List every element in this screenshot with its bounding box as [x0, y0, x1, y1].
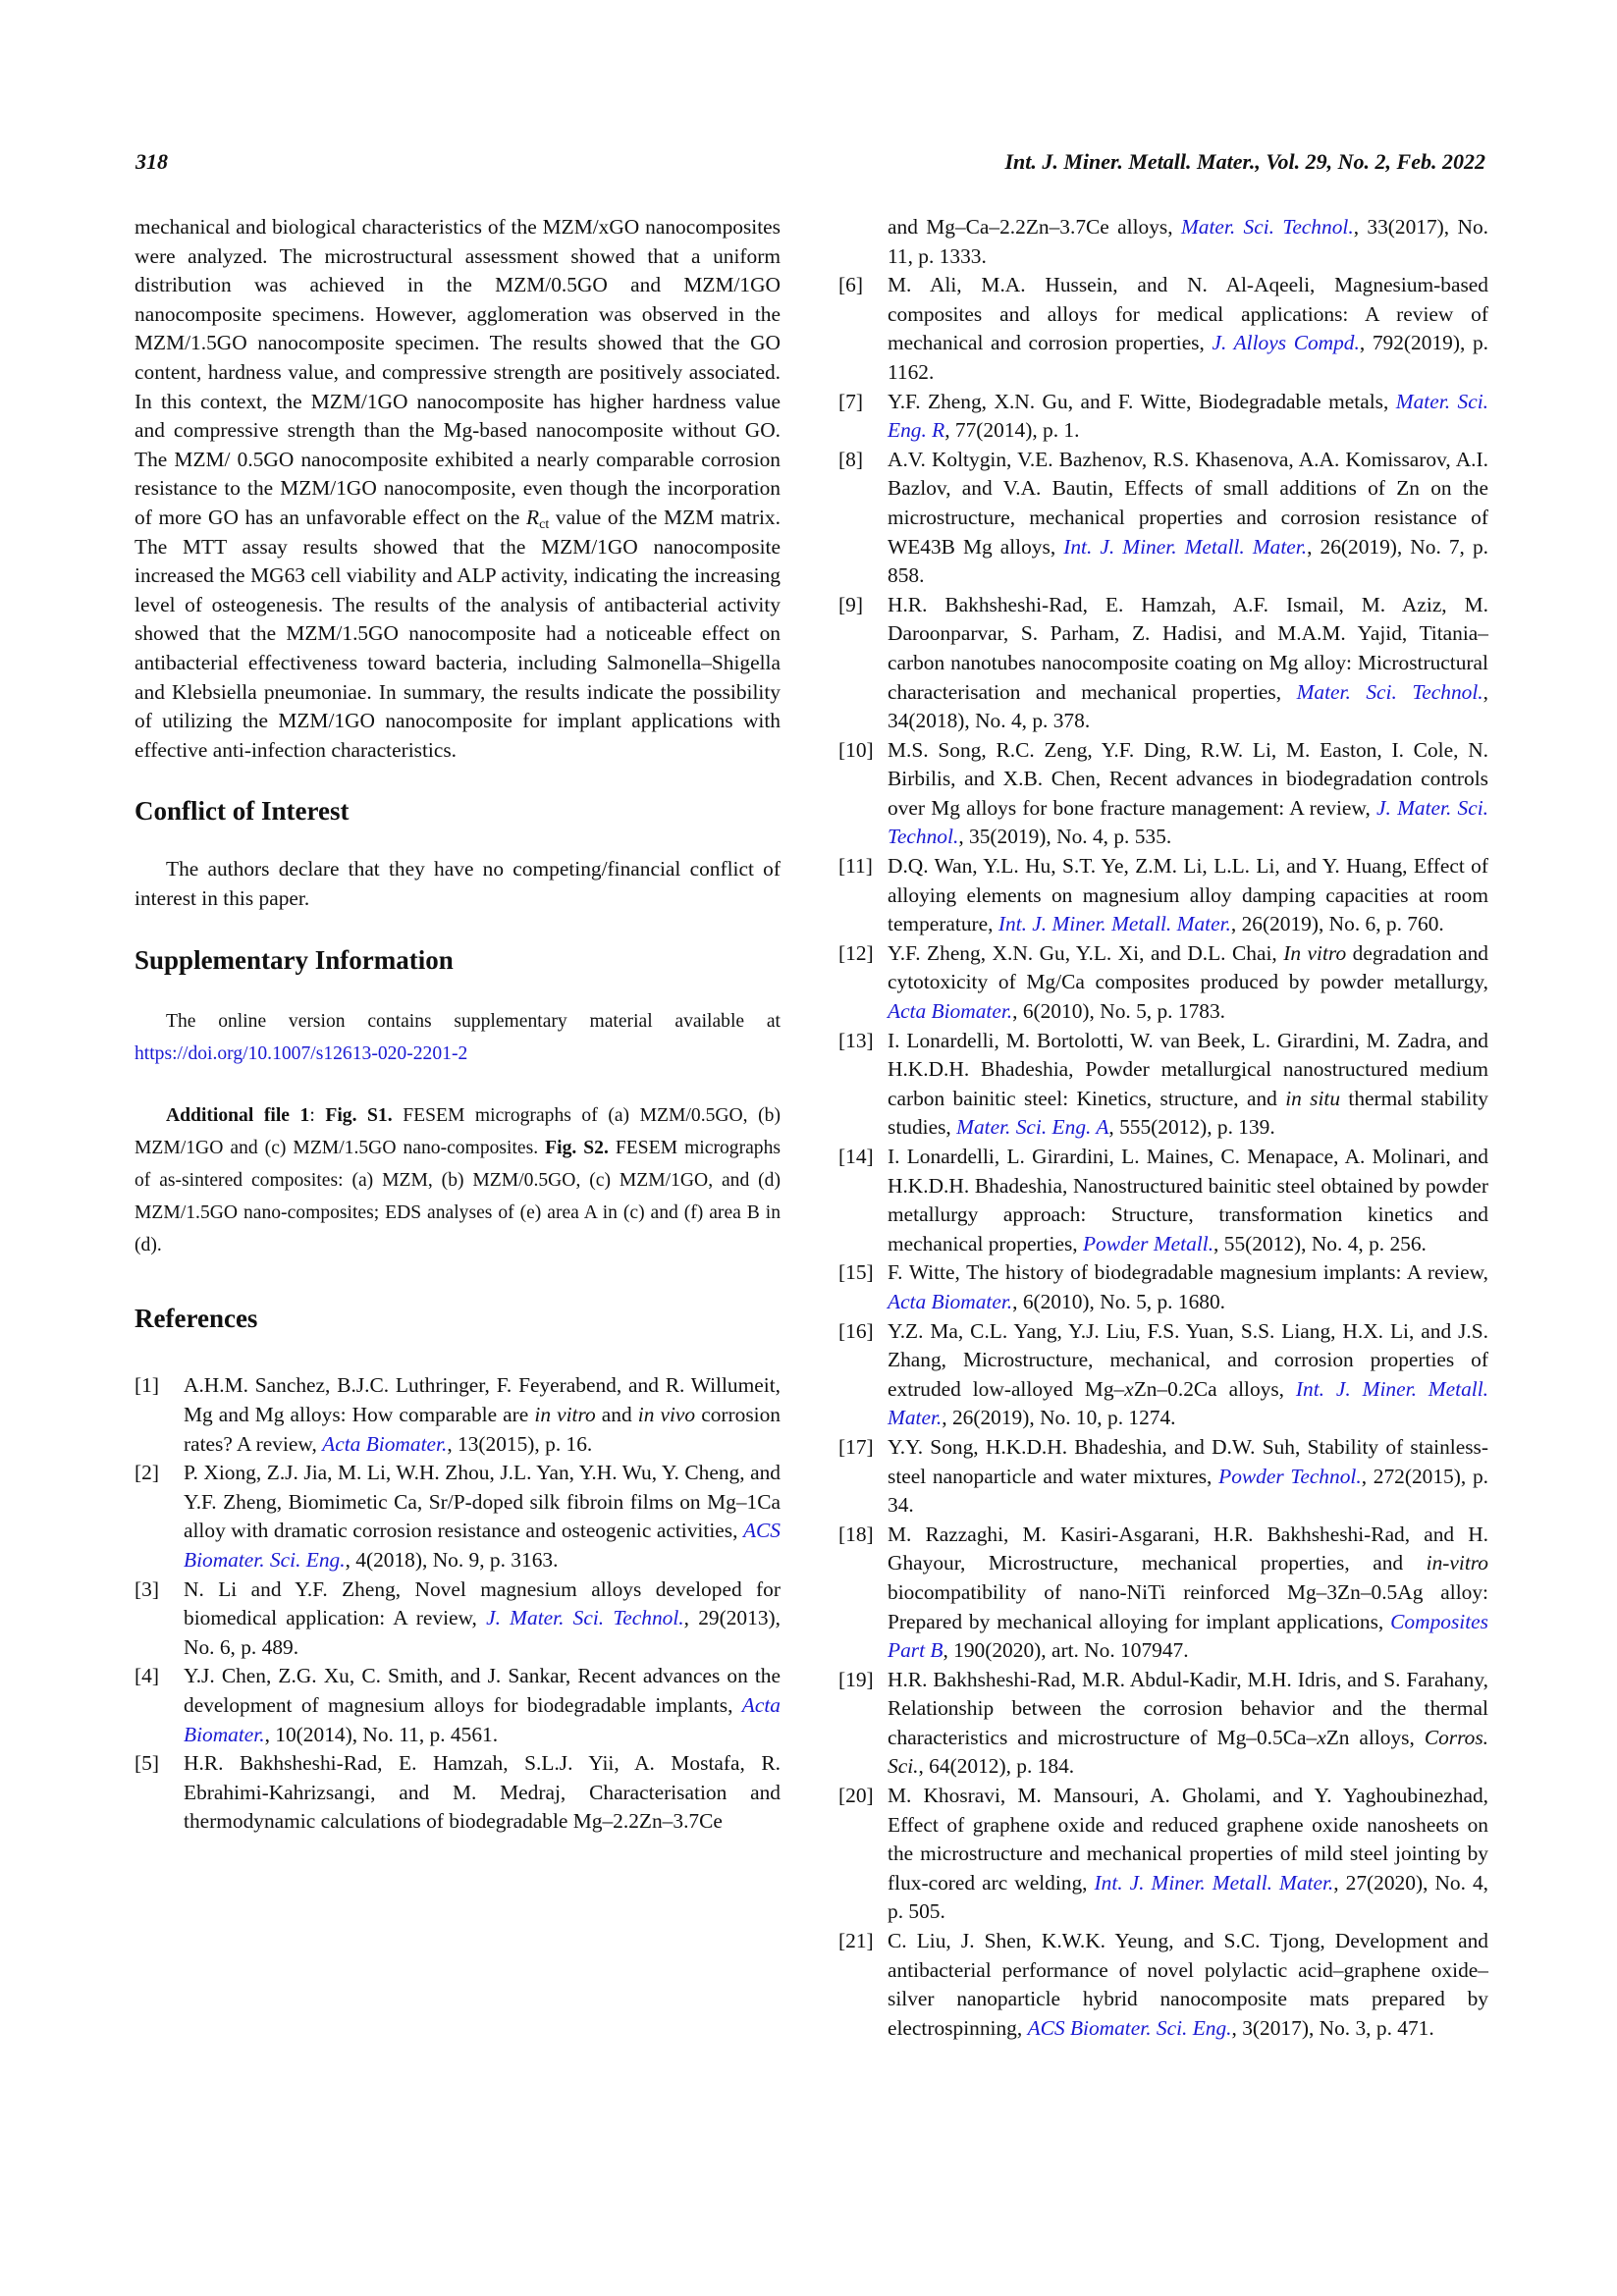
reference-journal-link[interactable]: Mater. Sci. Technol. — [1296, 679, 1483, 704]
reference-number: [17] — [838, 1434, 874, 1459]
reference-body — [888, 1027, 1488, 1143]
reference-italic: in vitro — [534, 1403, 596, 1427]
reference-text: A.V. Koltygin, V.E. Bazhenov, R.S. Khasenova, A.A. Komissarov, A.I. Bazlov, and V.A. Bautin, Effects of small additions of Zn on the microstructure, mechanical properties and corrosion resistance of WE43B Mg alloys, — [888, 447, 1488, 559]
reference-journal-link[interactable]: Mater. Sci. Technol. — [1180, 215, 1354, 239]
reference-text: , 272(2015), p. 34. — [888, 1464, 1488, 1518]
reference-journal-link[interactable]: Mater. Sci. Eng. A — [956, 1115, 1109, 1140]
additional-file-caption — [135, 1099, 781, 1261]
reference-text: M. Ali, M.A. Hussein, and N. Al-Aqeeli, Magnesium-based composites and alloys for medical applications: A review of mechanical and corrosion properties, — [888, 273, 1488, 355]
reference-body — [888, 1927, 1488, 2043]
reference-item — [838, 591, 1488, 736]
reference-text: , 26(2019), No. 7, p. 858. — [888, 534, 1488, 588]
reference-journal-link[interactable]: ACS Biomater. Sci. Eng. — [184, 1519, 781, 1573]
reference-item — [838, 736, 1488, 852]
conclusion-text-part2: value of the MZM matrix. The MTT assay results showed that the MZM/1GO nanocomposite increased the MG63 cell viability and ALP activity, indicating the increasing level of osteogenesis. The results of the analysis of antibacterial activity showed that the MZM/1.5GO nanocomposite had a noticeable effect on antibacterial effectiveness toward bacteria, including Salmonella–Shigella and Klebsiella pneumoniae. In summary, the results indicate the possibility of utilizing the MZM/1GO nanocomposite for implant applications with effective anti-infection characteristics. — [135, 505, 781, 762]
reference-body — [888, 1143, 1488, 1258]
reference-body — [888, 388, 1488, 446]
fig-s1-label: Fig. S1. — [325, 1105, 393, 1127]
supplementary-heading: Supplementary Information — [135, 945, 454, 976]
reference-text: Y.F. Zheng, X.N. Gu, and F. Witte, Biodegradable metals, — [888, 389, 1396, 413]
reference-text: Y.Y. Song, H.K.D.H. Bhadeshia, and D.W. Suh, Stability of stainless-steel nanoparticle and water mixtures, — [888, 1434, 1488, 1488]
reference-number: [1] — [135, 1373, 159, 1398]
reference-body — [888, 591, 1488, 736]
reference-text: Zn alloys, — [1325, 1725, 1425, 1749]
conclusion-text-part1: mechanical and biological characteristics of the MZM/xGO nanocomposites were analyzed. The microstructural assessment showed that a uniform distribution was achieved in the MZM/0.5GO and MZM/1GO nanocomposite specimens. However, agglomeration was observed in the MZM/1.5GO nanocomposite specimen. The results showed that the GO content, hardness value, and compressive strength are positively associated. In this context, the MZM/1GO nanocomposite has higher hardness value and compressive strength than the Mg-based nanocomposite without GO. The MZM/ 0.5GO nanocomposite exhibited a nearly comparable corrosion resistance to the MZM/1GO nanocomposite, even though the incorporation of more GO has an unfavorable effect on the — [135, 215, 781, 529]
reference-journal-link[interactable]: J. Alloys Compd. — [1212, 331, 1360, 355]
reference-text: , 35(2019), No. 4, p. 535. — [958, 825, 1172, 849]
reference-item — [838, 1782, 1488, 1927]
reference-item — [838, 852, 1488, 939]
reference-text: , 4(2018), No. 9, p. 3163. — [345, 1548, 559, 1573]
reference-text: M.S. Song, R.C. Zeng, Y.F. Ding, R.W. Li, M. Easton, I. Cole, N. Birbilis, and X.B. Chen, Recent advances in biodegradation controls over Mg alloys for bone fracture management: A review, — [888, 737, 1488, 820]
reference-journal-link[interactable]: Acta Biomater. — [184, 1693, 781, 1746]
reference-journal-link[interactable]: Mater. Sci. Eng. R — [888, 389, 1488, 443]
supplementary-intro — [135, 1005, 781, 1070]
rct-subscript: ct — [539, 516, 550, 532]
reference-journal-link[interactable]: ACS Biomater. Sci. Eng. — [1027, 2015, 1232, 2040]
reference-text: H.R. Bakhsheshi-Rad, M.R. Abdul-Kadir, M.H. Idris, and S. Farahany, Relationship between the corrosion behavior and the thermal characteristics and microstructure of Mg–0.5Ca– — [888, 1667, 1488, 1749]
reference-number: [14] — [838, 1145, 874, 1168]
reference-number: [3] — [135, 1576, 159, 1601]
colon: : — [309, 1105, 326, 1127]
reference-item-continuation — [838, 213, 1488, 271]
reference-number: [5] — [135, 1751, 159, 1776]
reference-number: [12] — [838, 940, 874, 965]
conflict-text: The authors declare that they have no competing/financial conflict of interest in this paper. — [135, 857, 781, 910]
reference-italic: in vivo — [637, 1403, 696, 1427]
rct-symbol — [526, 506, 539, 529]
reference-journal-link[interactable]: Int. J. Miner. Metall. Mater. — [1094, 1870, 1334, 1895]
reference-text: M. Khosravi, M. Mansouri, A. Gholami, and Y. Yaghoubinezhad, Effect of graphene oxide and reduced graphene oxide nanosheets on the microstructure and mechanical properties of mild steel jointing by flux-cored arc welding, — [888, 1784, 1488, 1895]
fig-s1-text: FESEM micrographs of (a) MZM/0.5GO, (b) MZM/1GO and (c) MZM/1.5GO nano-composites. — [135, 1105, 781, 1159]
reference-journal-link[interactable]: Int. J. Miner. Metall. Mater. — [997, 912, 1231, 936]
reference-text: , 29(2013), No. 6, p. 489. — [184, 1606, 781, 1659]
left-column — [135, 213, 781, 1837]
reference-text: , 190(2020), art. No. 107947. — [943, 1638, 1189, 1663]
reference-item — [838, 1143, 1488, 1258]
references-heading: References — [135, 1304, 258, 1334]
conflict-heading: Conflict of Interest — [135, 796, 350, 827]
reference-body — [888, 1317, 1488, 1433]
reference-text: Zn–0.2Ca alloys, — [1133, 1376, 1296, 1401]
reference-journal-link[interactable]: J. Mater. Sci. Technol. — [486, 1606, 684, 1630]
reference-text: , 6(2010), No. 5, p. 1680. — [1012, 1289, 1226, 1313]
reference-item — [838, 1258, 1488, 1316]
reference-body — [184, 1371, 781, 1459]
reference-text: , 792(2019), p. 1162. — [888, 331, 1488, 384]
reference-journal-link[interactable]: Composites Part B — [888, 1609, 1488, 1663]
reference-text: , 27(2020), No. 4, p. 505. — [888, 1870, 1489, 1924]
reference-body — [888, 852, 1488, 939]
reference-body — [184, 1749, 781, 1837]
reference-number: [19] — [838, 1667, 874, 1691]
fig-s2-label: Fig. S2. — [545, 1138, 609, 1159]
reference-text: A.H.M. Sanchez, B.J.C. Luthringer, F. Feyerabend, and R. Willumeit, Mg and Mg alloys: How comparable are — [184, 1373, 781, 1427]
reference-list-left — [135, 1371, 781, 1837]
reference-text: and — [595, 1403, 638, 1427]
reference-item — [838, 1521, 1488, 1666]
reference-text: , 6(2010), No. 5, p. 1783. — [1012, 999, 1226, 1024]
reference-text: P. Xiong, Z.J. Jia, M. Li, W.H. Zhou, J.L. Yan, Y.H. Wu, Y. Cheng, and Y.F. Zheng, Biomimetic Ca, Sr/P-doped silk fibroin films on Mg–1Ca alloy with dramatic corrosion resistance and osteogenic activities, — [184, 1461, 781, 1543]
reference-text: C. Liu, J. Shen, K.W.K. Yeung, and S.C. Tjong, Development and antibacterial performance of novel polylactic acid–graphene oxide–silver nanoparticle hybrid nanocomposite mats prepared by electrospinning, — [888, 1929, 1488, 2040]
reference-journal-link[interactable]: Powder Technol. — [1218, 1464, 1362, 1488]
reference-text: , 26(2019), No. 6, p. 760. — [1230, 912, 1444, 936]
reference-body — [888, 1433, 1488, 1521]
reference-text: I. Lonardelli, L. Girardini, L. Maines, C. Menapace, A. Molinari, and H.K.D.H. Bhadeshia, Nanostructured bainitic steel obtained by powder metallurgy approach: Structure, transformation kinetics and mechanical properties, — [888, 1145, 1488, 1255]
reference-text: degradation and cytotoxicity of Mg/Ca composites produced by powder metallurgy, — [888, 940, 1488, 994]
reference-text: , 55(2012), No. 4, p. 256. — [1213, 1231, 1427, 1255]
reference-text: M. Razzaghi, M. Kasiri-Asgarani, H.R. Bakhsheshi-Rad, and H. Ghayour, Microstructure, mechanical properties, and — [888, 1522, 1488, 1575]
reference-item — [838, 388, 1488, 446]
reference-italic: in-vitro — [1426, 1551, 1488, 1575]
fig-s2-text: FESEM micrographs of as-sintered composites: (a) MZM, (b) MZM/0.5GO, (c) MZM/1GO, and (d) MZM/1.5GO nano-composites; EDS analyses of (e) area A in (c) and (f) area B in (d). — [135, 1138, 782, 1256]
conclusion-paragraph — [135, 213, 781, 765]
reference-journal-link[interactable]: Acta Biomater. — [888, 1289, 1013, 1313]
reference-body — [184, 1459, 781, 1575]
reference-journal: Corros. Sci. — [888, 1725, 1488, 1779]
reference-text: , 77(2014), p. 1. — [944, 418, 1080, 443]
supplementary-intro-text: The online version contains supplementary material available at — [166, 1011, 781, 1033]
reference-text: , 555(2012), p. 139. — [1108, 1115, 1275, 1140]
reference-journal-link[interactable]: Acta Biomater. — [888, 999, 1013, 1024]
reference-italic: in situ — [1285, 1086, 1341, 1110]
reference-number: [10] — [838, 737, 874, 762]
reference-body — [888, 446, 1488, 591]
reference-text: thermal stability studies, — [888, 1086, 1488, 1140]
reference-text: H.R. Bakhsheshi-Rad, E. Hamzah, A.F. Ismail, M. Aziz, M. Daroonparvar, S. Parham, Z. Hadisi, and M.A.M. Yajid, Titania–carbon nanotubes nanocomposite coating on Mg alloy: Microstructural characterisation and mechanical properties, — [888, 592, 1488, 704]
reference-item — [838, 271, 1488, 387]
reference-text: F. Witte, The history of biodegradable magnesium implants: A review, — [888, 1260, 1488, 1285]
reference-item — [838, 1666, 1488, 1782]
reference-item — [838, 1927, 1488, 2043]
reference-item — [838, 1317, 1488, 1433]
page-number: 318 — [135, 149, 168, 174]
reference-number: [21] — [838, 1929, 874, 1953]
reference-text: , 34(2018), No. 4, p. 378. — [888, 679, 1488, 733]
reference-number: [11] — [838, 854, 873, 879]
reference-body — [888, 939, 1488, 1027]
reference-item — [135, 1662, 781, 1749]
reference-body — [888, 1521, 1488, 1666]
reference-number: [18] — [838, 1522, 874, 1546]
reference-text: , 64(2012), p. 184. — [918, 1754, 1075, 1779]
reference-text: Y.F. Zheng, X.N. Gu, Y.L. Xi, and D.L. Chai, — [888, 940, 1284, 965]
reference-number: [13] — [838, 1028, 874, 1052]
running-head: Int. J. Miner. Metall. Mater., Vol. 29, No. 2, Feb. 2022 — [1004, 149, 1485, 174]
reference-number: [20] — [838, 1784, 874, 1808]
additional-file-label: Additional file 1 — [166, 1105, 310, 1127]
reference-text: , 13(2015), p. 16. — [447, 1431, 593, 1456]
reference-item — [838, 1433, 1488, 1521]
reference-number: [9] — [838, 592, 863, 616]
reference-number: [16] — [838, 1318, 874, 1343]
reference-item — [838, 446, 1488, 591]
reference-number: [8] — [838, 447, 863, 471]
reference-item — [135, 1459, 781, 1575]
reference-number: [15] — [838, 1260, 874, 1285]
reference-body — [888, 213, 1488, 271]
reference-journal-link[interactable]: J. Mater. Sci. Technol. — [888, 795, 1488, 849]
reference-body — [888, 1258, 1488, 1316]
rct-letter: R — [526, 505, 540, 529]
reference-item — [838, 1027, 1488, 1143]
reference-italic: In vitro — [1283, 940, 1347, 965]
reference-text: Y.J. Chen, Z.G. Xu, C. Smith, and J. Sankar, Recent advances on the development of magnesium alloys for biodegradable implants, — [184, 1664, 781, 1717]
reference-body — [184, 1662, 781, 1749]
reference-italic: x — [1317, 1725, 1326, 1749]
reference-text: and Mg–Ca–2.2Zn–3.7Ce alloys, — [888, 215, 1181, 239]
reference-text: corrosion rates? A review, — [184, 1403, 781, 1456]
reference-number: [4] — [135, 1664, 159, 1688]
reference-text: H.R. Bakhsheshi-Rad, E. Hamzah, S.L.J. Yii, A. Mostafa, R. Ebrahimi-Kahrizsangi, and M. Medraj, Characterisation and thermodynamic calculations of biodegradable Mg–2.2Zn–3.7Ce — [184, 1751, 781, 1834]
reference-item — [838, 939, 1488, 1027]
reference-number: [7] — [838, 389, 863, 413]
reference-number: [6] — [838, 273, 863, 297]
reference-text: biocompatibility of nano-NiTi reinforced Mg–3Zn–0.5Ag alloy: Prepared by mechanical alloying for implant applications, — [888, 1579, 1488, 1633]
reference-list-right — [838, 213, 1488, 2043]
reference-text: I. Lonardelli, M. Bortolotti, W. van Beek, L. Girardini, M. Zadra, and H.K.D.H. Bhadeshia, Powder metallurgical nanostructured medium carbon bainitic steel: Kinetics, structure, and — [888, 1028, 1488, 1110]
reference-journal-link[interactable]: Int. J. Miner. Metall. Mater. — [888, 1376, 1488, 1430]
reference-text: , 33(2017), No. 11, p. 1333. — [888, 215, 1488, 268]
right-column — [838, 213, 1488, 2043]
reference-text: , 3(2017), No. 3, p. 471. — [1231, 2015, 1434, 2040]
reference-italic: x — [1124, 1376, 1134, 1401]
reference-text: , 10(2014), No. 11, p. 4561. — [264, 1722, 499, 1746]
reference-body — [888, 1782, 1488, 1927]
reference-number: [2] — [135, 1461, 159, 1485]
reference-item — [135, 1749, 781, 1837]
reference-text: Y.Z. Ma, C.L. Yang, Y.J. Liu, F.S. Yuan, S.S. Liang, H.X. Li, and J.S. Zhang, Microstructure, mechanical, and corrosion properties of extruded low-alloyed Mg– — [888, 1318, 1488, 1401]
reference-journal-link[interactable]: Acta Biomater. — [322, 1431, 448, 1456]
reference-text: D.Q. Wan, Y.L. Hu, S.T. Ye, Z.M. Li, L.L. Li, and Y. Huang, Effect of alloying elements on magnesium alloy damping capacities at room temperature, — [888, 854, 1488, 936]
supplementary-doi-link[interactable]: https://doi.org/10.1007/s12613-020-2201-2 — [135, 1043, 468, 1065]
reference-body — [888, 1666, 1488, 1782]
reference-item — [135, 1575, 781, 1663]
reference-text: N. Li and Y.F. Zheng, Novel magnesium alloys developed for biomedical application: A review, — [184, 1576, 781, 1630]
reference-body — [888, 736, 1488, 852]
reference-body — [888, 271, 1488, 387]
reference-text: , 26(2019), No. 10, p. 1274. — [942, 1406, 1176, 1430]
reference-journal-link[interactable]: Powder Metall. — [1082, 1231, 1214, 1255]
reference-journal-link[interactable]: Int. J. Miner. Metall. Mater. — [1063, 534, 1308, 559]
reference-item — [135, 1371, 781, 1459]
reference-body — [184, 1575, 781, 1663]
